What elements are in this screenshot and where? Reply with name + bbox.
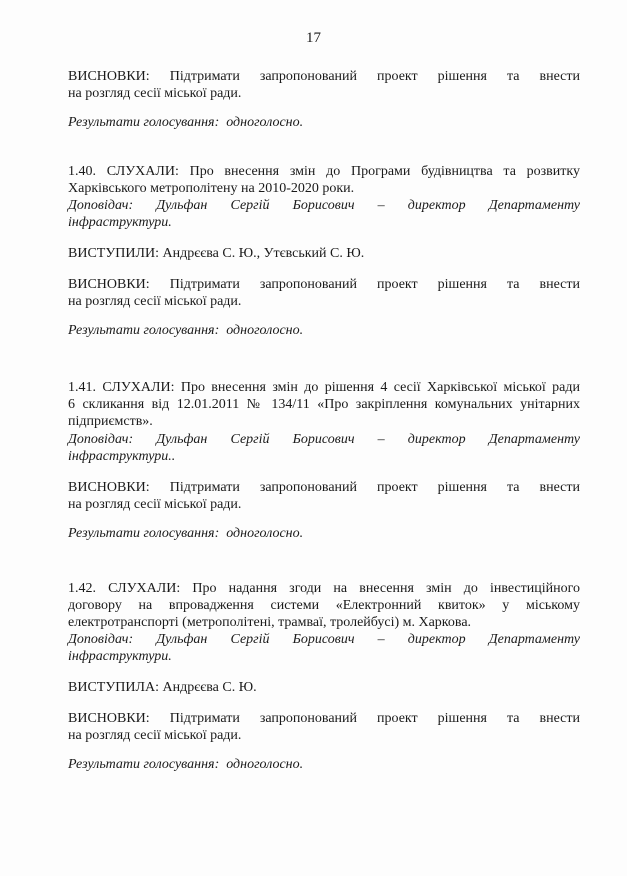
conclusion-line: на розгляд сесії міської ради.	[68, 728, 242, 743]
speaker-line: інфраструктури.	[68, 215, 172, 230]
heard-line: договору на впровадження системи «Електронний квиток» у міському	[68, 598, 580, 613]
vote-result-label: Результати голосування:	[68, 757, 220, 772]
spoke-names: Андрєєва С. Ю.	[162, 680, 257, 695]
heard-paragraph	[68, 580, 580, 631]
conclusion-label: ВИСНОВКИ:	[68, 480, 150, 495]
speaker-label: Доповідач:	[68, 632, 134, 647]
vote-result-value: одноголосно.	[226, 526, 304, 541]
vote-result	[68, 525, 580, 542]
heard-text: Про надання згоди на внесення змін до інвестиційного	[192, 581, 581, 596]
conclusion-line	[68, 710, 580, 727]
vote-result-label: Результати голосування:	[68, 526, 220, 541]
vote-result-value: одноголосно.	[226, 323, 304, 338]
heard-label: 1.41. СЛУХАЛИ:	[68, 380, 175, 395]
heard-line: Харківського метрополітену на 2010-2020 роки.	[68, 181, 355, 196]
speaker-line: інфраструктури.	[68, 649, 172, 664]
vote-result	[68, 756, 580, 773]
conclusion-line: на розгляд сесії міської ради.	[68, 497, 242, 512]
heard-label: 1.40. СЛУХАЛИ:	[68, 164, 179, 179]
vote-result	[68, 114, 580, 131]
heard-text: Про внесення змін до рішення 4 сесії Харківської міської ради	[180, 380, 580, 395]
speaker-label: Доповідач:	[68, 198, 134, 213]
speaker-paragraph	[68, 197, 580, 231]
heard-label: 1.42. СЛУХАЛИ:	[68, 581, 181, 596]
conclusion-line: на розгляд сесії міської ради.	[68, 294, 242, 309]
spoke-label: ВИСТУПИЛА:	[68, 680, 159, 695]
conclusion-paragraph	[68, 479, 580, 513]
speaker-text: Дульфан Сергій Борисович – директор Департаменту	[156, 632, 580, 647]
heard-line: підприємств».	[68, 414, 153, 429]
speaker-line	[68, 431, 580, 448]
conclusion-label: ВИСНОВКИ:	[68, 277, 150, 292]
vote-result	[68, 322, 580, 339]
speaker-paragraph	[68, 631, 580, 665]
conclusion-text: Підтримати запропонований проект рішення та внести	[169, 480, 581, 495]
heard-line	[68, 379, 580, 396]
page-number: 17	[306, 30, 321, 46]
conclusion-paragraph	[68, 68, 580, 102]
heard-line	[68, 163, 580, 180]
conclusion-line	[68, 68, 580, 85]
heard-text: Про внесення змін до Програми будівництва та розвитку	[189, 164, 580, 179]
speaker-text: Дульфан Сергій Борисович – директор Департаменту	[156, 432, 580, 447]
conclusion-label: ВИСНОВКИ:	[68, 69, 150, 84]
conclusion-line: на розгляд сесії міської ради.	[68, 86, 242, 101]
heard-line: 6 скликання від 12.01.2011 № 134/11 «Про закріплення комунальних унітарних	[68, 397, 580, 412]
conclusion-text: Підтримати запропонований проект рішення та внести	[169, 69, 581, 84]
vote-result-label: Результати голосування:	[68, 323, 220, 338]
spoke-paragraph	[68, 245, 580, 262]
heard-line	[68, 580, 580, 597]
heard-paragraph	[68, 379, 580, 430]
spoke-paragraph	[68, 679, 580, 696]
conclusion-text: Підтримати запропонований проект рішення та внести	[169, 711, 581, 726]
speaker-line	[68, 631, 580, 648]
vote-result-label: Результати голосування:	[68, 115, 220, 130]
heard-paragraph	[68, 163, 580, 197]
speaker-paragraph	[68, 431, 580, 465]
conclusion-line	[68, 276, 580, 293]
spoke-names: Андрєєва С. Ю., Утєвський С. Ю.	[162, 246, 365, 261]
conclusion-paragraph	[68, 276, 580, 310]
conclusion-text: Підтримати запропонований проект рішення та внести	[169, 277, 581, 292]
conclusion-line	[68, 479, 580, 496]
speaker-line: інфраструктури..	[68, 449, 176, 464]
speaker-label: Доповідач:	[68, 432, 134, 447]
heard-line: електротранспорті (метрополітені, трамваї, тролейбусі) м. Харкова.	[68, 615, 472, 630]
vote-result-value: одноголосно.	[226, 115, 304, 130]
spoke-label: ВИСТУПИЛИ:	[68, 246, 159, 261]
conclusion-paragraph	[68, 710, 580, 744]
speaker-text: Дульфан Сергій Борисович – директор Департаменту	[156, 198, 580, 213]
conclusion-label: ВИСНОВКИ:	[68, 711, 150, 726]
speaker-line	[68, 197, 580, 214]
vote-result-value: одноголосно.	[226, 757, 304, 772]
